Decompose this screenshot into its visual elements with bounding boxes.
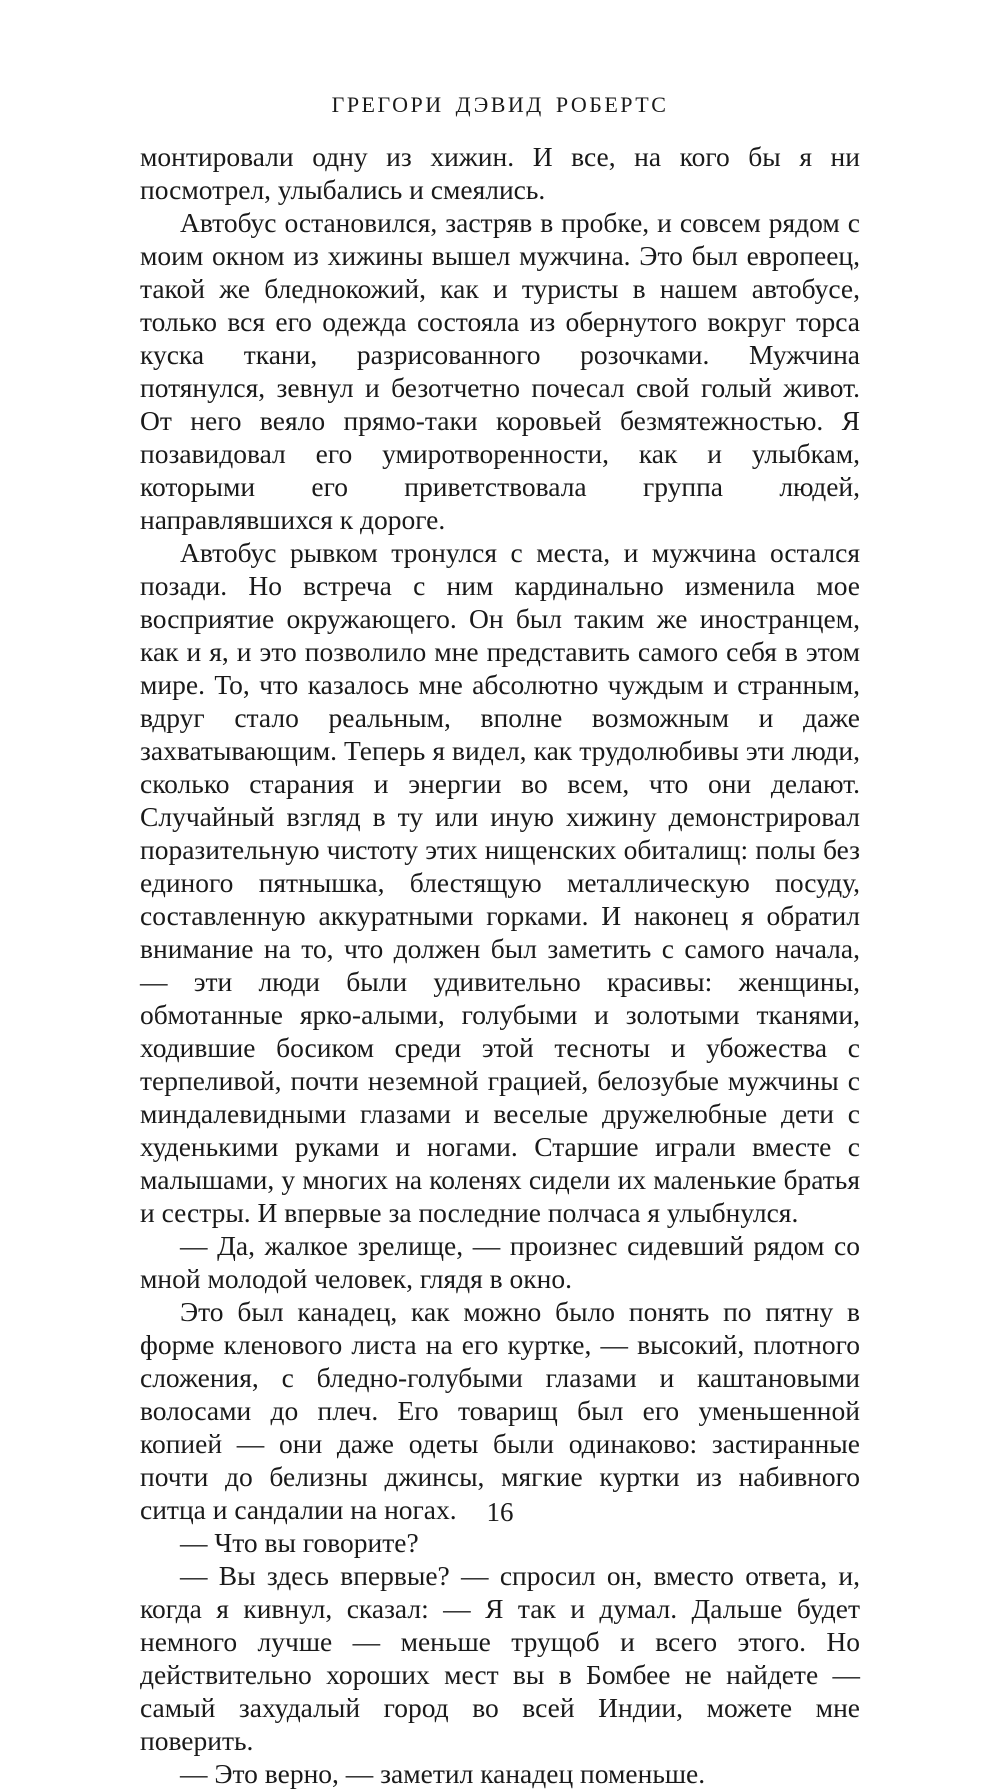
- page-number: 16: [486, 1497, 514, 1527]
- paragraph-continued: монтировали одну из хижин. И все, на кого бы я ни посмотрел, улыбались и смеялись.: [140, 141, 860, 205]
- paragraph: Автобус рывком тронулся с места, и мужчина остался позади. Но встреча с ним кардинально изменила мое восприятие окружающего. Он был таким же иностранцем, как и я, и это позволило мне представить самого себя в этом мире. То, что казалось мне абсолютно чуждым и странным, вдруг стало реальным, вполне возможным и даже захватывающим. Теперь я видел, как трудолюбивы эти люди, сколько старания и энергии во всем, что они делают. Случайный взгляд в ту или иную хижину демонстрировал поразительную чистоту этих нищенских обиталищ: полы без единого пятнышка, блестящую металлическую посуду, составленную аккуратными горками. И наконец я обратил внимание на то, что должен был заметить с самого начала, — эти люди были удивительно красивы: женщины, обмотанные ярко-алыми, голубыми и золотыми тканями, ходившие босиком среди этой тесноты и убожества с терпеливой, почти неземной грацией, белозубые мужчины с миндалевидными глазами и веселые дружелюбные дети с худенькими руками и ногами. Старшие играли вместе с малышами, у многих на коленях сидели их маленькие братья и сестры. И впервые за последние полчаса я улыбнулся.: [140, 537, 860, 1228]
- paragraph: Это был канадец, как можно было понять по пятну в форме кленового листа на его куртке, — высокий, плотного сложения, с бледно-голубыми глазами и каштановыми волосами до плеч. Его товарищ был его уменьшенной копией — они даже одеты были одинаково: застиранные почти до белизны джинсы, мягкие куртки из набивного ситца и сандалии на ногах.: [140, 1296, 860, 1525]
- paragraph: Автобус остановился, застряв в пробке, и совсем рядом с моим окном из хижины вышел мужчина. Это был европеец, такой же бледнокожий, как и туристы в нашем автобусе, только вся его одежда состояла из обернутого вокруг торса куска ткани, разрисованного розочками. Мужчина потянулся, зевнул и безотчетно почесал свой голый живот. От него веяло прямо-таки коровьей безмятежностью. Я позавидовал его умиротворенности, как и улыбкам, которыми его приветствовала группа людей, направлявшихся к дороге.: [140, 207, 860, 535]
- body-text: [140, 140, 860, 1790]
- dialogue-line: — Это верно, — заметил канадец поменьше.: [180, 1758, 706, 1789]
- dialogue-line: — Вы здесь впервые? — спросил он, вместо ответа, и, когда я кивнул, сказал: — Я так и думал. Дальше будет немного лучше — меньше трущоб и всего этого. Но действительно хороших мест вы в Бомбее не найдете — самый захудалый город во всей Индии, можете мне поверить.: [140, 1560, 860, 1756]
- running-head: ГРЕГОРИ ДЭВИД РОБЕРТС: [331, 92, 669, 117]
- dialogue-line: — Да, жалкое зрелище, — произнес сидевший рядом со мной молодой человек, глядя в окно.: [140, 1230, 860, 1294]
- dialogue-line: — Что вы говорите?: [180, 1527, 419, 1558]
